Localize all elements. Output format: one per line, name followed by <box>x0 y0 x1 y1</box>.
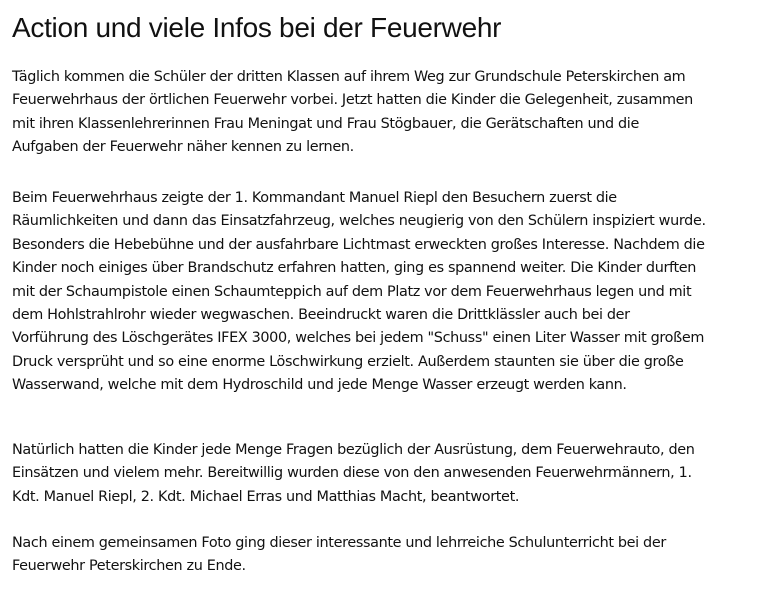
text-line: Feuerwehr Peterskirchen zu Ende. <box>12 558 246 575</box>
text-line: Beim Feuerwehrhaus zeigte der 1. Kommandant Manuel Riepl den Besuchern zuerst die <box>12 190 617 206</box>
text-line: Täglich kommen die Schüler der dritten Klassen auf ihrem Weg zur Grundschule Peterskirchen am <box>12 69 686 85</box>
text-line: Wasserwand, welche mit dem Hydroschild und jede Menge Wasser erzeugt werden kann. <box>12 377 627 394</box>
text-line: Aufgaben der Feuerwehr näher kennen zu lernen. <box>12 139 354 156</box>
text-line: Besonders die Hebebühne und der ausfahrbare Lichtmast erweckten großes Interesse. Nachdem die <box>12 236 705 253</box>
text-line: mit der Schaumpistole einen Schaumteppich auf dem Platz vor dem Feuerwehrhaus legen und mit <box>12 283 692 300</box>
text-line: Räumlichkeiten und dann das Einsatzfahrzeug, welches neugierig von den Schülern inspiziert wurde. <box>12 213 706 230</box>
text-line: dem Hohlstrahlrohr wieder wegwaschen. Beeindruckt waren die Drittklässler auch bei der <box>12 307 630 324</box>
text-line: Nach einem gemeinsamen Foto ging dieser interessante und lehrreiche Schulunterricht bei der <box>12 535 666 551</box>
article-title: Action und viele Infos bei der Feuerwehr <box>12 12 502 43</box>
paragraph-questions <box>12 439 695 509</box>
text-line: Natürlich hatten die Kinder jede Menge Fragen bezüglich der Ausrüstung, dem Feuerwehrauto, den <box>12 442 695 458</box>
text-line: Druck versprüht und so eine enorme Löschwirkung erzielt. Außerdem staunten sie über die große <box>12 353 684 370</box>
paragraph-intro <box>12 66 693 160</box>
text-line: Kdt. Manuel Riepl, 2. Kdt. Michael Erras und Matthias Macht, beantwortet. <box>12 488 520 505</box>
text-line: Vorführung des Löschgerätes IFEX 3000, welches bei jedem "Schuss" einen Liter Wasser mit großem <box>12 330 705 347</box>
text-line: Einsätzen und vielem mehr. Bereitwillig wurden diese von den anwesenden Feuerwehrmännern, 1. <box>12 465 692 482</box>
text-line: Feuerwehrhaus der örtlichen Feuerwehr vorbei. Jetzt hatten die Kinder die Gelegenheit, zusammen <box>12 92 693 109</box>
text-line: mit ihren Klassenlehrerinnen Frau Meningat und Frau Stögbauer, die Gerätschaften und die <box>12 115 639 132</box>
text-line: Kinder noch einiges über Brandschutz erfahren hatten, ging es spannend weiter. Die Kinder durften <box>12 260 697 277</box>
paragraph-closing <box>12 532 666 579</box>
paragraph-visit <box>12 187 706 398</box>
